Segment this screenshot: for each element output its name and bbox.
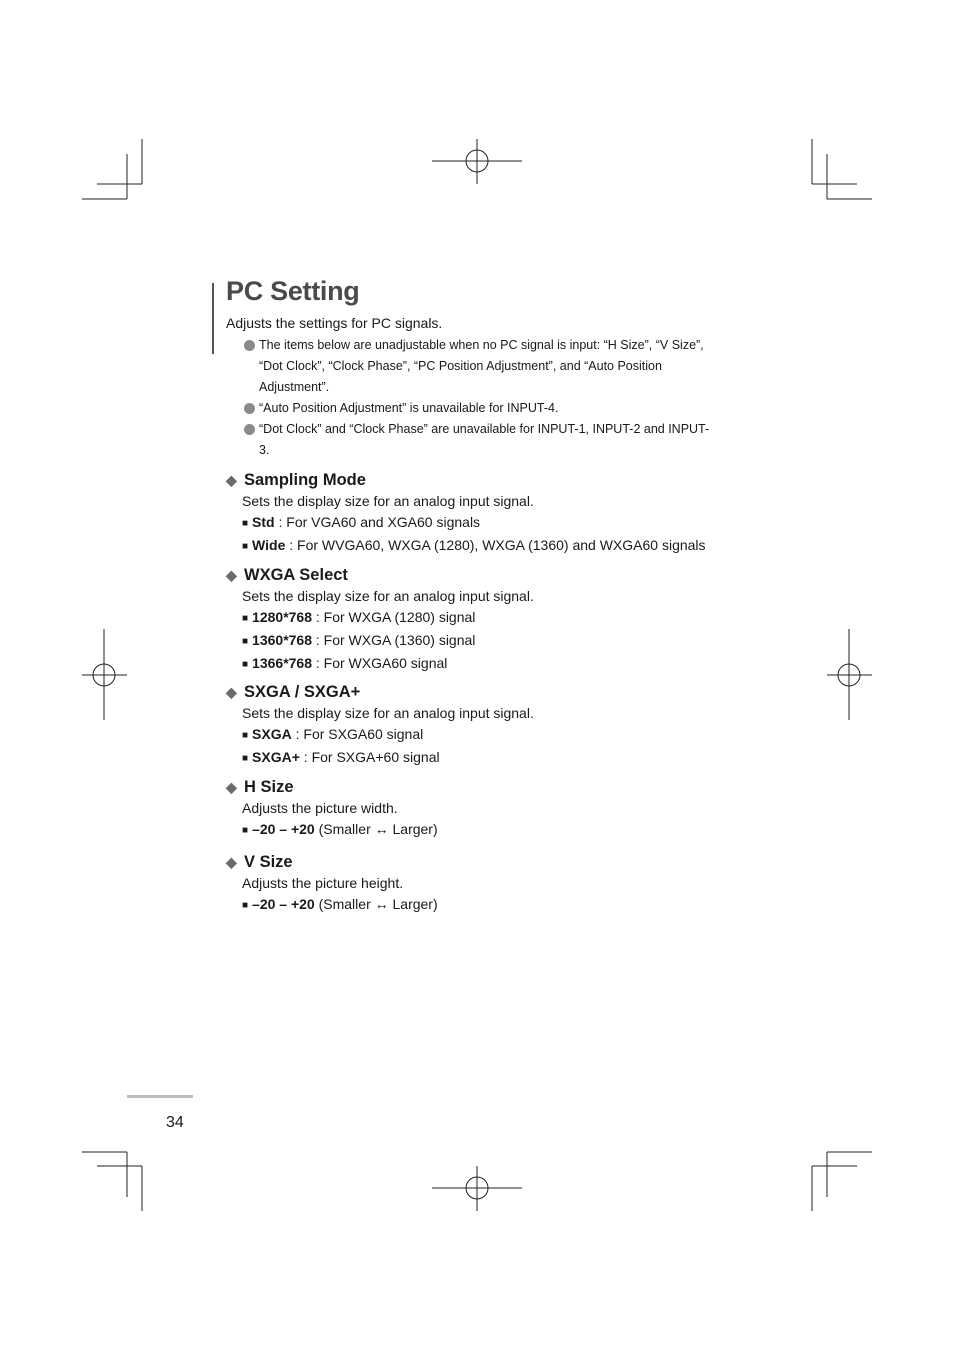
option-key: Std <box>252 514 275 530</box>
square-bullet-icon: ■ <box>242 900 249 911</box>
note-text: The items below are unadjustable when no PC signal is input: “H Size”, “V Size”, “Dot Clock”, “Clock Phase”, “PC Position Adjustment”, and “Auto Position Adjustment”. <box>259 338 704 394</box>
option-text: (Smaller ↔ Larger) <box>314 896 438 912</box>
square-bullet-icon: ■ <box>242 730 249 741</box>
option-text: : For SXGA+60 signal <box>299 749 440 765</box>
diamond-icon: ◆ <box>226 779 237 795</box>
option-item <box>242 747 534 770</box>
option-item <box>242 630 534 653</box>
diamond-icon: ◆ <box>226 854 237 870</box>
section-heading-text: H Size <box>244 778 294 796</box>
diamond-icon: ◆ <box>226 567 237 583</box>
section-sampling-mode <box>226 469 706 558</box>
option-key: Wide <box>252 537 286 553</box>
square-bullet-icon: ■ <box>242 636 249 647</box>
option-key: SXGA+ <box>252 749 300 765</box>
square-bullet-icon: ■ <box>242 659 249 670</box>
option-text: : For SXGA60 signal <box>291 726 424 742</box>
diamond-icon: ◆ <box>226 684 237 700</box>
option-key: 1360*768 <box>252 632 312 648</box>
option-text: : For VGA60 and XGA60 signals <box>274 514 481 530</box>
option-key: –20 – +20 <box>252 821 315 837</box>
square-bullet-icon: ■ <box>242 518 249 529</box>
option-item <box>242 894 438 917</box>
section-h-size <box>226 776 438 842</box>
intro-text: Adjusts the settings for PC signals. <box>226 315 443 331</box>
section-description: Sets the display size for an analog input signal. <box>242 588 534 604</box>
section-description: Sets the display size for an analog input signal. <box>242 705 534 721</box>
square-bullet-icon: ■ <box>242 541 249 552</box>
section-heading <box>226 776 438 798</box>
bullet-dot-icon <box>244 340 255 351</box>
option-item <box>242 607 534 630</box>
section-description: Sets the display size for an analog input signal. <box>242 493 534 509</box>
section-sxga <box>226 681 534 770</box>
note-item <box>244 398 714 419</box>
note-item <box>244 335 714 398</box>
note-text: “Auto Position Adjustment” is unavailable for INPUT-4. <box>259 401 559 415</box>
option-item <box>242 819 438 842</box>
section-description: Adjusts the picture width. <box>242 800 398 816</box>
section-heading <box>226 851 438 873</box>
option-text: : For WXGA (1360) signal <box>312 632 476 648</box>
note-text: “Dot Clock” and “Clock Phase” are unavailable for INPUT-1, INPUT-2 and INPUT-3. <box>259 422 710 457</box>
section-heading-text: SXGA / SXGA+ <box>244 683 361 701</box>
section-v-size <box>226 851 438 917</box>
option-key: SXGA <box>252 726 292 742</box>
option-text: (Smaller ↔ Larger) <box>314 821 438 837</box>
section-body <box>226 703 534 770</box>
note-item <box>244 419 714 461</box>
option-item <box>242 535 706 558</box>
option-item <box>242 512 706 535</box>
option-key: –20 – +20 <box>252 896 315 912</box>
title-accent-bar <box>212 283 214 354</box>
section-body <box>226 873 438 917</box>
option-key: 1366*768 <box>252 655 312 671</box>
square-bullet-icon: ■ <box>242 753 249 764</box>
option-text: : For WVGA60, WXGA (1280), WXGA (1360) and WXGA60 signals <box>285 537 706 553</box>
diamond-icon: ◆ <box>226 472 237 488</box>
option-item <box>242 724 534 747</box>
page-number: 34 <box>166 1114 184 1131</box>
option-item <box>242 653 534 676</box>
option-text: : For WXGA60 signal <box>312 655 448 671</box>
section-body <box>226 491 706 558</box>
square-bullet-icon: ■ <box>242 613 249 624</box>
section-heading <box>226 564 534 586</box>
section-heading-text: Sampling Mode <box>244 471 366 489</box>
section-body <box>226 586 534 676</box>
section-heading-text: V Size <box>244 853 293 871</box>
section-heading <box>226 681 534 703</box>
section-body <box>226 798 438 842</box>
option-text: : For WXGA (1280) signal <box>312 609 476 625</box>
section-description: Adjusts the picture height. <box>242 875 404 891</box>
section-heading-text: WXGA Select <box>244 566 348 584</box>
square-bullet-icon: ■ <box>242 825 249 836</box>
bullet-dot-icon <box>244 424 255 435</box>
page-title: PC Setting <box>226 276 360 306</box>
notes-list <box>244 335 714 461</box>
footer-rule <box>127 1095 193 1098</box>
option-key: 1280*768 <box>252 609 312 625</box>
section-heading <box>226 469 706 491</box>
bullet-dot-icon <box>244 403 255 414</box>
section-wxga-select <box>226 564 534 676</box>
